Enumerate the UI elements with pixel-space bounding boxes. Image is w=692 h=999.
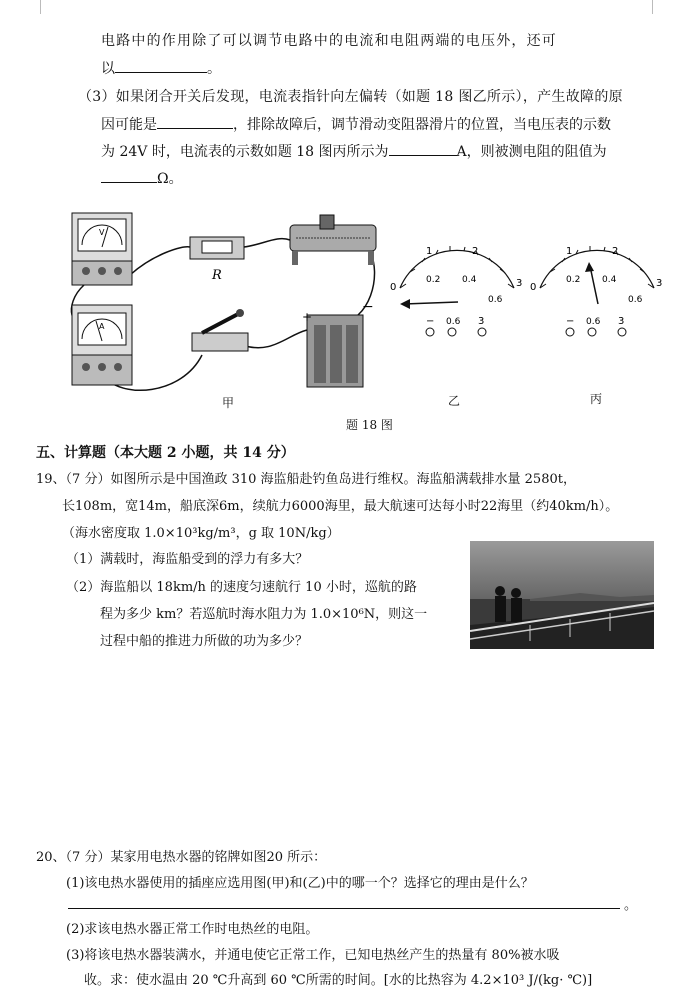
patrol-ship-photo (470, 541, 654, 649)
q18-line2-prefix: 以 (101, 61, 115, 77)
page-corner-mark-left (40, 0, 41, 14)
answer-blank-4[interactable] (101, 170, 157, 183)
meter-yi-pointer-arrow (400, 299, 410, 309)
meter-yi-scale-0-6: 0.6 (488, 295, 503, 305)
q18-part3-line2 (101, 114, 611, 134)
figure-label-yi: 乙 (448, 394, 461, 408)
meter-bing-pointer (590, 266, 598, 304)
resistor-label: R (212, 268, 222, 283)
answer-blank-1[interactable] (115, 60, 207, 73)
meter-yi-scale-1: 1 (426, 246, 433, 257)
q18-part3-line3-b: A，则被测电阻的阻值为 (456, 144, 607, 160)
figure-label-jia: 甲 (222, 396, 235, 410)
page-corner-mark-right (652, 0, 653, 14)
q18-part3-line4 (101, 168, 183, 188)
q19-sub2-line3: 过程中船的推进力所做的功为多少？ (100, 634, 309, 649)
q18-text-line1: 电路中的作用除了可以调节电路中的电流和电阻两端的电压外，还可 (101, 33, 557, 49)
meter-bing-scale-0: 0 (530, 282, 537, 293)
voltmeter (72, 213, 132, 285)
battery-component (307, 315, 363, 387)
section5-heading: 五、计算题（本大题 2 小题，共 14 分） (36, 445, 295, 461)
svg-text:A: A (99, 322, 105, 331)
q20-sub2: (2)求该电热水器正常工作时电热丝的电阻。 (66, 922, 319, 937)
meter-yi-scale-3: 3 (516, 278, 523, 289)
meter-bing-terminal-06: 0.6 (586, 317, 601, 327)
meter-yi-terminal-06: 0.6 (446, 317, 461, 327)
meter-bing-scale-3: 3 (656, 278, 663, 289)
q20-sub1-end: 。 (624, 898, 638, 913)
figure18-circuit-diagram (62, 205, 402, 405)
meter-yi-scale-0-4: 0.4 (462, 275, 477, 285)
q20-sub3-line2: 收。求：使水温由 20 ℃升高到 60 ℃所需的时间。[水的比热容为 4.2×10³ J/(kg· ℃)] (84, 973, 593, 988)
q18-part3-line3 (101, 141, 607, 161)
q19-sub1: （1）满载时，海监船受到的浮力有多大？ (66, 552, 309, 567)
figure-label-bing: 丙 (590, 392, 603, 406)
meter-yi-terminal-neg: − (426, 316, 435, 327)
meter-yi-scale-2: 2 (472, 246, 479, 257)
switch-component (192, 309, 248, 351)
q18-part3-line1: （3）如果闭合开关后发现，电流表指针向左偏转（如题 18 图乙所示），产生故障的原 (78, 89, 623, 105)
meter-yi-scale-0-2: 0.2 (426, 275, 441, 285)
q18-part3-line2-a: 因可能是 (101, 117, 157, 133)
meter-bing-terminal-3: 3 (618, 316, 625, 327)
figure18-caption: 题 18 图 (346, 418, 393, 432)
rheostat-component (290, 215, 376, 265)
svg-text:V: V (99, 228, 105, 237)
resistor-component (190, 237, 244, 259)
q19-sub2-line1: （2）海监船以 18km/h 的速度匀速航行 10 小时，巡航的路 (66, 580, 417, 595)
meter-bing-pointer-arrow (585, 262, 594, 272)
q19-line3: （海水密度取 1.0×10³kg/m³，g 取 10N/kg） (62, 526, 340, 541)
meter-bing-scale-0-2: 0.2 (566, 275, 581, 285)
ammeter (72, 305, 132, 385)
meter-yi-terminal-3: 3 (478, 316, 485, 327)
meter-yi-pointer (404, 302, 458, 304)
q19-line2: 长108m，宽14m，船底深6m，续航力6000海里，最大航速可达每小时22海里（约40km/h）。 (62, 499, 619, 514)
meter-yi-dial (388, 240, 528, 340)
meter-bing-scale-2: 2 (612, 246, 619, 257)
q18-part3-line3-a: 为 24V 时，电流表的示数如题 18 图丙所示为 (101, 144, 389, 160)
battery-plus-label: + (302, 310, 313, 324)
answer-blank-3[interactable] (389, 143, 457, 156)
q20-sub1: (1)该电热水器使用的插座应选用图(甲)和(乙)中的哪一个？选择它的理由是什么？ (66, 876, 534, 891)
battery-minus-label: − (362, 299, 374, 315)
meter-bing-scale-1: 1 (566, 246, 573, 257)
q18-part3-line4-b: Ω。 (157, 171, 183, 187)
q18-part3-line2-b: ，排除故障后，调节滑动变阻器滑片的位置，当电压表的示数 (233, 117, 611, 133)
q18-line2-suffix: 。 (207, 61, 221, 77)
q19-line1: 19、（7 分）如图所示是中国渔政 310 海监船赴钓鱼岛进行维权。海监船满载排水量 2580t， (36, 472, 576, 487)
q19-sub2-line2: 程为多少 km？若巡航时海水阻力为 1.0×10⁶N，则这一 (100, 607, 428, 622)
meter-bing-scale-0-6: 0.6 (628, 295, 643, 305)
q20-answer-line[interactable] (68, 908, 620, 909)
q20-line1: 20、（7 分）某家用电热水器的铭牌如图20 所示： (36, 850, 327, 865)
meter-bing-dial (528, 240, 668, 340)
meter-bing-scale-0-4: 0.4 (602, 275, 617, 285)
meter-bing-terminal-neg: − (566, 316, 575, 327)
answer-blank-2[interactable] (157, 116, 233, 129)
meter-yi-scale-0: 0 (390, 282, 397, 293)
q18-text-line2 (101, 58, 221, 78)
q20-sub3-line1: (3)将该电热水器装满水，并通电使它正常工作，已知电热丝产生的热量有 80%被水吸 (66, 948, 560, 963)
